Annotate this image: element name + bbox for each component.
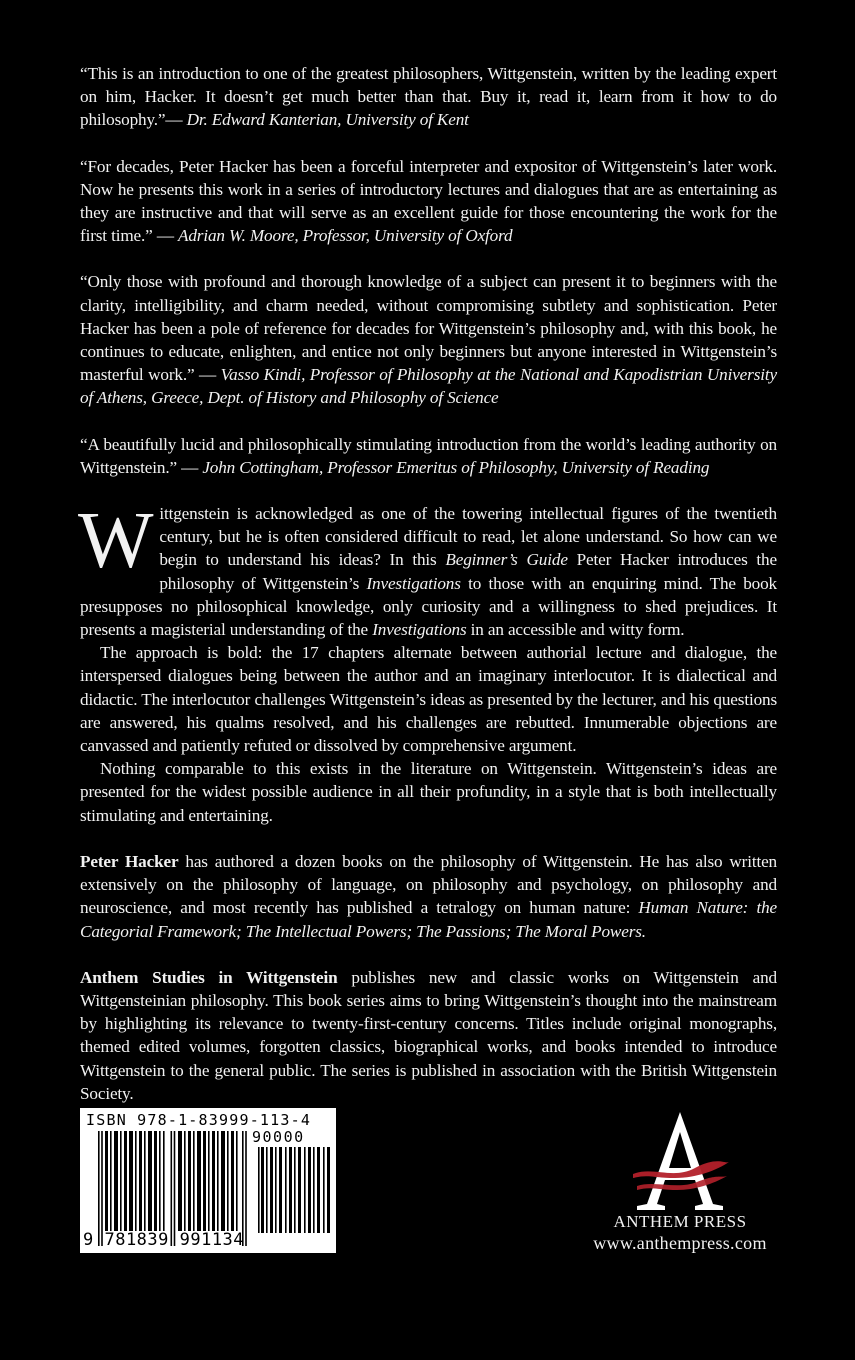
- series-description: [80, 966, 777, 1105]
- barcode-bars-icon: [98, 1131, 248, 1246]
- blurb-separator: —: [176, 457, 203, 477]
- back-cover-text: [80, 62, 777, 1105]
- blurb-quote: “This is an introduction to one of the greatest philosophers, Wittgenstein, written by the leading expert on him, Hacker. It doesn’t get much better than that. Buy it, read it, learn from it how to do philosophy.”: [80, 64, 777, 130]
- drop-cap: W: [78, 497, 154, 586]
- blurb-kindi: [80, 270, 777, 409]
- description-text: in an accessible and witty form.: [466, 620, 685, 640]
- series-name: Anthem Studies in Wittgenstein: [80, 967, 338, 987]
- description-paragraph-3: Nothing comparable to this exists in the literature on Wittgenstein. Wittgenstein’s ideas are presented for the widest possible audience in all their profundity, in a style that is both intellectually stimulating and entertaining.: [80, 759, 777, 825]
- italic-title: Investigations: [366, 573, 461, 593]
- blurb-quote: “Only those with profound and thorough knowledge of a subject can present it to beginners with the clarity, intelligibility, and charm needed, without compromising subtlety and sophistication. Peter Hacker has been a pole of reference for decades for Wittgenstein’s philosophy and, with this book, he continues to educate, enlighten, and entice not only beginners but anyone interested in Wittgenstein’s masterful work.”: [80, 272, 777, 385]
- blurb-attribution: Adrian W. Moore, Professor, University of Oxford: [178, 226, 513, 246]
- isbn-barcode: [80, 1108, 336, 1253]
- description-paragraph-2: The approach is bold: the 17 chapters alternate between authorial lecture and dialogue, the interspersed dialogues being between the author and an imaginary interlocutor. It is dialectical and didactic. The interlocutor challenges Wittgenstein’s ideas as presented by the lecturer, and his questions are answered, his qualms resolved, and his challenges are rebutted. Innumerable objections are canvassed and patiently refuted or dissolved by comprehensive argument.: [80, 643, 777, 756]
- blurb-kanterian: [80, 62, 777, 132]
- blurb-quote: “For decades, Peter Hacker has been a forceful interpreter and expositor of Wittgenstein’s later work. Now he presents this work in a series of introductory lectures and dialogues that are as entertaining as they are instructive and that will serve as an excellent guide for those encountering the work for the first time.”: [80, 156, 777, 246]
- anthem-a-logo-icon: [625, 1108, 735, 1212]
- author-bio-text: has authored a dozen books on the philosophy of Wittgenstein. He has also written extensively on the philosophy of language, on philosophy and psychology, on philosophy and neuroscience, and most recently has published a tetralogy on human nature:: [80, 851, 778, 918]
- publisher-url[interactable]: www.anthempress.com: [593, 1233, 767, 1253]
- addon-barcode-bars-icon: [258, 1147, 330, 1233]
- series-text: publishes new and classic works on Wittgenstein and Wittgensteinian philosophy. This book series aims to bring Wittgenstein’s thought into the mainstream by highlighting its relevance to twenty-first-century concerns. Titles include original monographs, themed edited volumes, forgotten classics, biographical works, and books intended to introduce Wittgenstein to the general public. The series is published in association with the British Wittgenstein Society.: [80, 967, 777, 1103]
- blurb-quote: “A beautifully lucid and philosophically stimulating introduction from the world’s leading authority on Wittgenstein.”: [80, 434, 777, 477]
- book-description: [78, 497, 778, 827]
- blurb-cottingham: [80, 433, 777, 479]
- publisher-logo: [575, 1108, 785, 1258]
- author-bio: [80, 850, 777, 943]
- blurb-attribution: Dr. Edward Kanterian, University of Kent: [186, 110, 469, 130]
- description-paragraph-1: [78, 497, 778, 641]
- publisher-name: ANTHEM PRESS: [613, 1212, 747, 1231]
- italic-title: Beginner’s Guide: [445, 550, 568, 570]
- isbn-label: ISBN 978-1-83999-113-4: [86, 1111, 312, 1129]
- price-addon-number: 90000: [252, 1128, 305, 1146]
- description-text: ittgenstein is acknowledged as one of the towering intellectual figures of the twentieth century, but he is often considered difficult to read, let alone understand. So how can we begin to understand his ideas? In this: [159, 504, 777, 570]
- blurb-separator: —: [165, 110, 187, 130]
- author-name: Peter Hacker: [80, 851, 179, 871]
- blurb-attribution: John Cottingham, Professor Emeritus of Philosophy, University of Reading: [202, 457, 710, 477]
- ean-digits: 9 781839 991134: [83, 1230, 245, 1250]
- blurb-attribution: Vasso Kindi, Professor of Philosophy at the National and Kapodistrian University of Athens, Greece, Dept. of History and Philosophy of Science: [80, 365, 777, 408]
- description-text: Peter Hacker introduces the philosophy of Wittgenstein’s: [159, 550, 777, 593]
- blurb-separator: —: [194, 365, 221, 385]
- blurb-moore: [80, 155, 777, 248]
- blurb-separator: —: [152, 226, 179, 246]
- italic-title: Investigations: [372, 620, 467, 640]
- author-works: Human Nature: the Categorial Framework; The Intellectual Powers; The Passions; The Moral Powers.: [80, 898, 777, 941]
- description-text: to those with an enquiring mind. The book presupposes no philosophical knowledge, only curiosity and a willingness to shed prejudices. It presents a magisterial understanding of the: [80, 573, 778, 640]
